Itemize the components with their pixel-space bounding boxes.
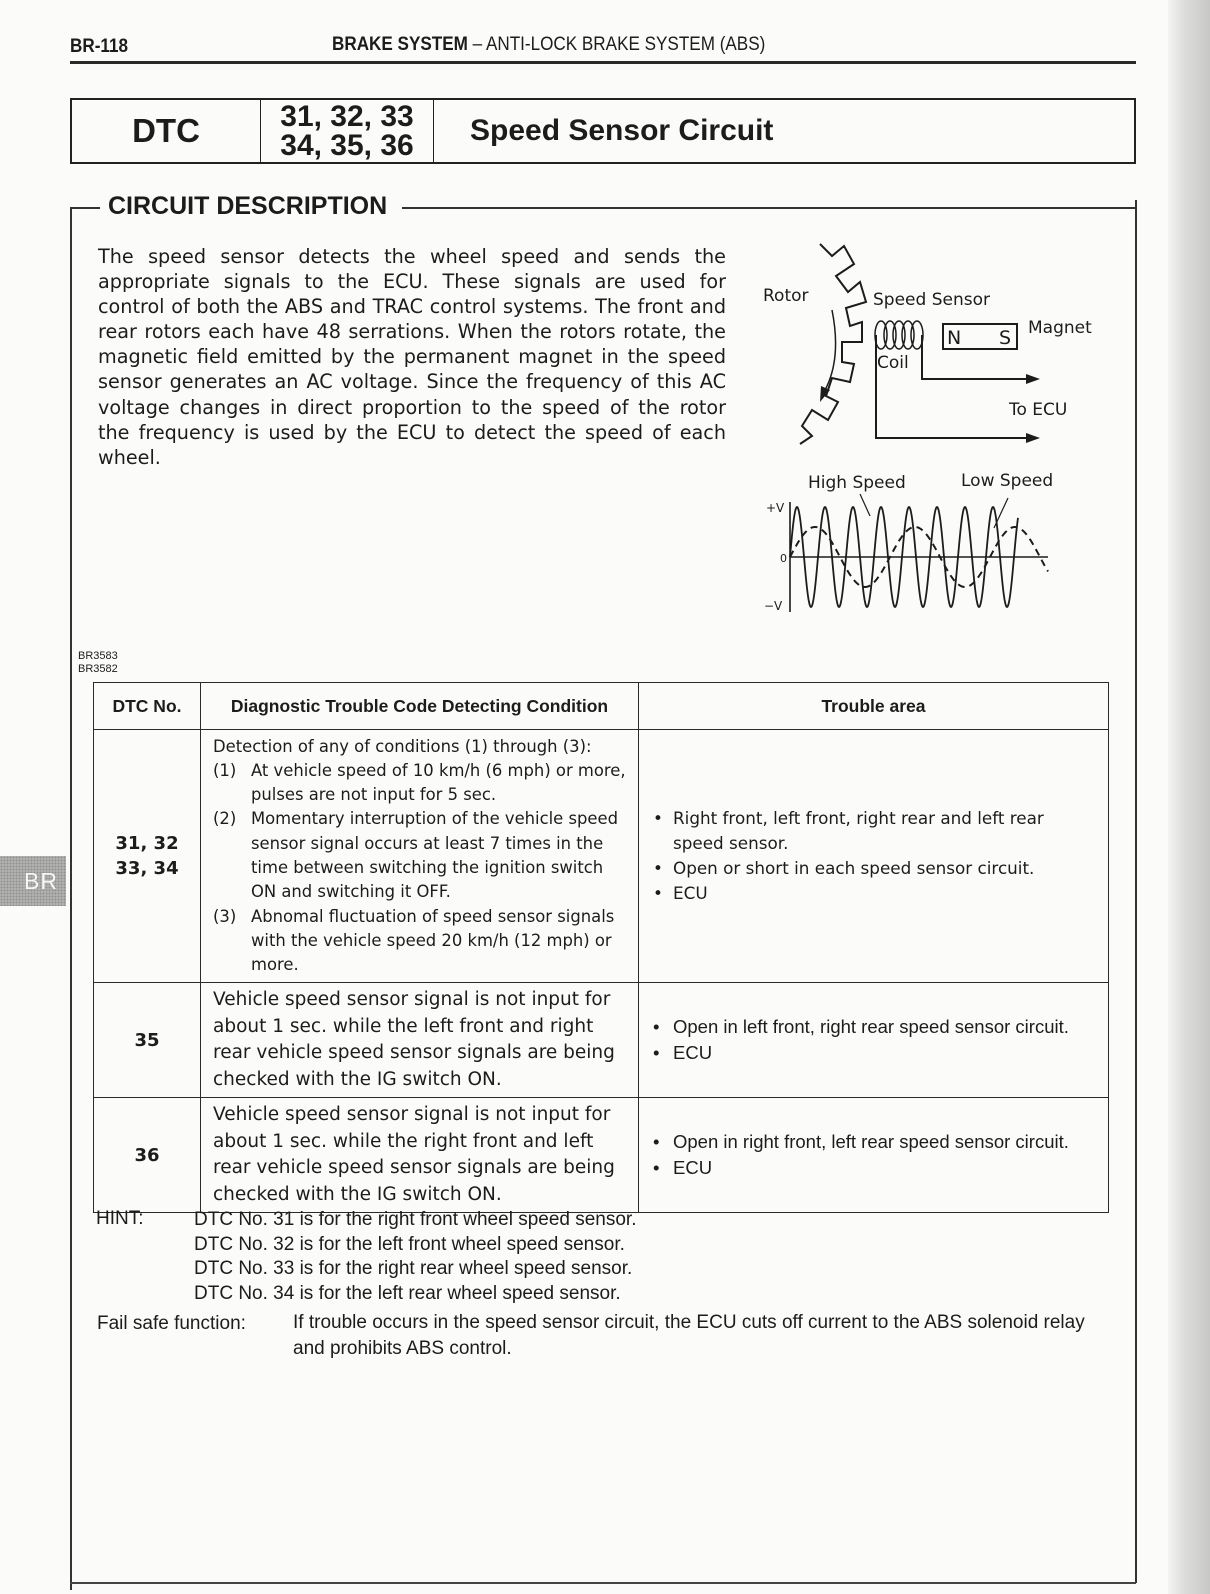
trouble-area-cell	[639, 983, 1109, 1098]
section-heading: CIRCUIT DESCRIPTION	[108, 192, 388, 220]
header-rule	[70, 61, 1136, 64]
section-rule	[402, 207, 1136, 209]
column-header-trouble-area: Trouble area	[639, 683, 1109, 730]
table-row	[94, 730, 1109, 983]
trouble-area-item	[653, 856, 1098, 881]
rotor-label: Rotor	[763, 286, 809, 306]
frame-border-left	[70, 208, 72, 1590]
hint-line: DTC No. 32 is for the left front wheel speed sensor.	[194, 1233, 625, 1255]
running-head	[332, 34, 765, 56]
dtc-codes	[261, 100, 434, 162]
rotor-teeth	[800, 244, 866, 444]
condition-text: Abnomal fluctuation of speed sensor signals with the vehicle speed 20 km/h (12 mph) or more.	[251, 906, 615, 975]
trouble-area-text: Open in right front, left rear speed sensor circuit.	[673, 1130, 1069, 1152]
running-head-rest: – ANTI-LOCK BRAKE SYSTEM (ABS)	[467, 34, 766, 55]
trouble-area-text: ECU	[673, 1157, 713, 1178]
circuit-description-text: The speed sensor detects the wheel speed and sends the appropriate signals to the ECU. These signals are used for control of both the ABS and TRAC control systems. The front and rear rotors each have 48 serrations. When the rotors rotate, the magnetic field emitted by the permanent magnet in the speed sensor generates an AC voltage. Since the frequency of this AC voltage changes in direct proportion to the speed of the rotor the frequency is used by the ECU to detect the speed of each wheel.	[98, 245, 726, 469]
trouble-area-item	[653, 1040, 1098, 1067]
bullet-icon: •	[653, 1157, 660, 1178]
frame-border-right	[1135, 200, 1137, 1583]
page-edge-shadow	[1168, 0, 1210, 1594]
coil-label: Coil	[877, 353, 909, 373]
dtc-code-cell: 36	[94, 1098, 201, 1213]
condition-number: (1)	[213, 760, 237, 780]
bullet-icon: •	[653, 883, 663, 903]
running-head-bold: BRAKE SYSTEM	[332, 34, 468, 55]
condition-item	[213, 759, 630, 808]
dtc-title: Speed Sensor Circuit	[470, 114, 774, 147]
dtc-code-line: 33, 34	[115, 858, 179, 879]
trouble-area-text: Open or short in each speed sensor circuit.	[673, 858, 1035, 878]
arrow-head	[1026, 374, 1040, 384]
table-row	[94, 983, 1109, 1098]
magnet-n-label: N	[947, 327, 962, 349]
magnet-s-label: S	[999, 327, 1012, 349]
to-ecu-label: To ECU	[1009, 400, 1068, 420]
hint-line: DTC No. 33 is for the right rear wheel speed sensor.	[194, 1258, 633, 1279]
magnet-label: Magnet	[1028, 318, 1092, 338]
condition-item	[213, 905, 630, 978]
arrow-head	[1026, 433, 1040, 443]
section-rule	[70, 207, 100, 209]
wire-upper	[922, 335, 1030, 379]
speed-sensor-label: Speed Sensor	[873, 290, 990, 310]
speed-sensor-diagram	[750, 230, 1120, 630]
bullet-icon: •	[653, 1042, 660, 1063]
zero-label: 0	[780, 552, 787, 565]
trouble-area-item	[653, 1129, 1098, 1156]
hint-label: HINT:	[96, 1208, 144, 1229]
high-speed-leader	[860, 494, 870, 516]
pos-v-label: +V	[766, 501, 785, 515]
low-speed-label: Low Speed	[961, 471, 1054, 491]
trouble-area-item	[653, 1155, 1098, 1182]
trouble-area-text: Open in left front, right rear speed sensor circuit.	[673, 1015, 1069, 1037]
condition-item	[213, 807, 630, 904]
high-speed-label: High Speed	[808, 473, 906, 493]
trouble-area-item	[653, 1014, 1098, 1041]
dtc-code-line: 31, 32	[115, 833, 179, 854]
coil-icon	[875, 321, 923, 349]
condition-text: At vehicle speed of 10 km/h (6 mph) or more, pulses are not input for 5 sec.	[251, 760, 626, 805]
frame-border-bottom	[70, 1582, 1136, 1584]
bullet-icon: •	[653, 858, 663, 878]
condition-number: (3)	[213, 906, 237, 926]
condition-cell	[201, 730, 639, 983]
bullet-icon: •	[653, 1130, 660, 1152]
bullet-icon: •	[653, 808, 663, 828]
trouble-area-cell	[639, 1098, 1109, 1213]
dtc-table	[93, 682, 1109, 1213]
figure-code: BR3582	[78, 663, 118, 675]
trouble-area-item	[653, 806, 1098, 856]
trouble-area-text: ECU	[673, 1042, 713, 1063]
dtc-label: DTC	[72, 100, 261, 162]
bullet-icon: •	[653, 1015, 660, 1037]
page-number: BR-118	[70, 36, 128, 57]
dtc-table-wrapper	[93, 682, 1108, 1213]
condition-cell: Vehicle speed sensor signal is not input for about 1 sec. while the right front and left rear vehicle speed sensor signals are being checked with the IG switch ON.	[201, 1098, 639, 1213]
dtc-codes-line2: 34, 35, 36	[280, 129, 414, 162]
trouble-area-text: ECU	[673, 883, 708, 903]
fail-safe-text: If trouble occurs in the speed sensor circuit, the ECU cuts off current to the ABS solenoid relay and prohibits ABS control.	[293, 1312, 1085, 1359]
hint-line: DTC No. 34 is for the left rear wheel speed sensor.	[194, 1282, 621, 1304]
condition-number: (2)	[213, 809, 237, 829]
wire-lower	[876, 335, 1030, 438]
trouble-area-item	[653, 881, 1098, 906]
condition-text: Momentary interruption of the vehicle speed sensor signal occurs at least 7 times in the time between switching the ignition switch ON and switching it OFF.	[251, 809, 618, 902]
trouble-area-text: Right front, left front, right rear and left rear speed sensor.	[673, 808, 1044, 853]
column-header-condition: Diagnostic Trouble Code Detecting Condition	[201, 683, 639, 730]
neg-v-label: −V	[764, 599, 783, 613]
dtc-codes-line1: 31, 32, 33	[280, 100, 414, 133]
trouble-area-cell	[639, 730, 1109, 983]
rotor-direction-arrow	[824, 310, 836, 392]
dtc-banner	[70, 98, 1136, 164]
condition-cell: Vehicle speed sensor signal is not input for about 1 sec. while the left front and right rear vehicle speed sensor signals are being checked with the IG switch ON.	[201, 983, 639, 1098]
dtc-code-cell: 35	[94, 983, 201, 1098]
table-row	[94, 1098, 1109, 1213]
fail-safe-label: Fail safe function:	[97, 1313, 246, 1334]
hint-list	[194, 1208, 637, 1306]
figure-code: BR3583	[78, 650, 118, 662]
table-header-row	[94, 683, 1109, 730]
dtc-code-cell	[94, 730, 201, 983]
section-tab-br: BR	[0, 856, 66, 906]
condition-intro: Detection of any of conditions (1) through (3):	[213, 736, 592, 756]
hint-line: DTC No. 31 is for the right front wheel speed sensor.	[194, 1209, 637, 1230]
column-header-dtc-no: DTC No.	[94, 683, 201, 730]
figure-codes	[78, 650, 118, 676]
